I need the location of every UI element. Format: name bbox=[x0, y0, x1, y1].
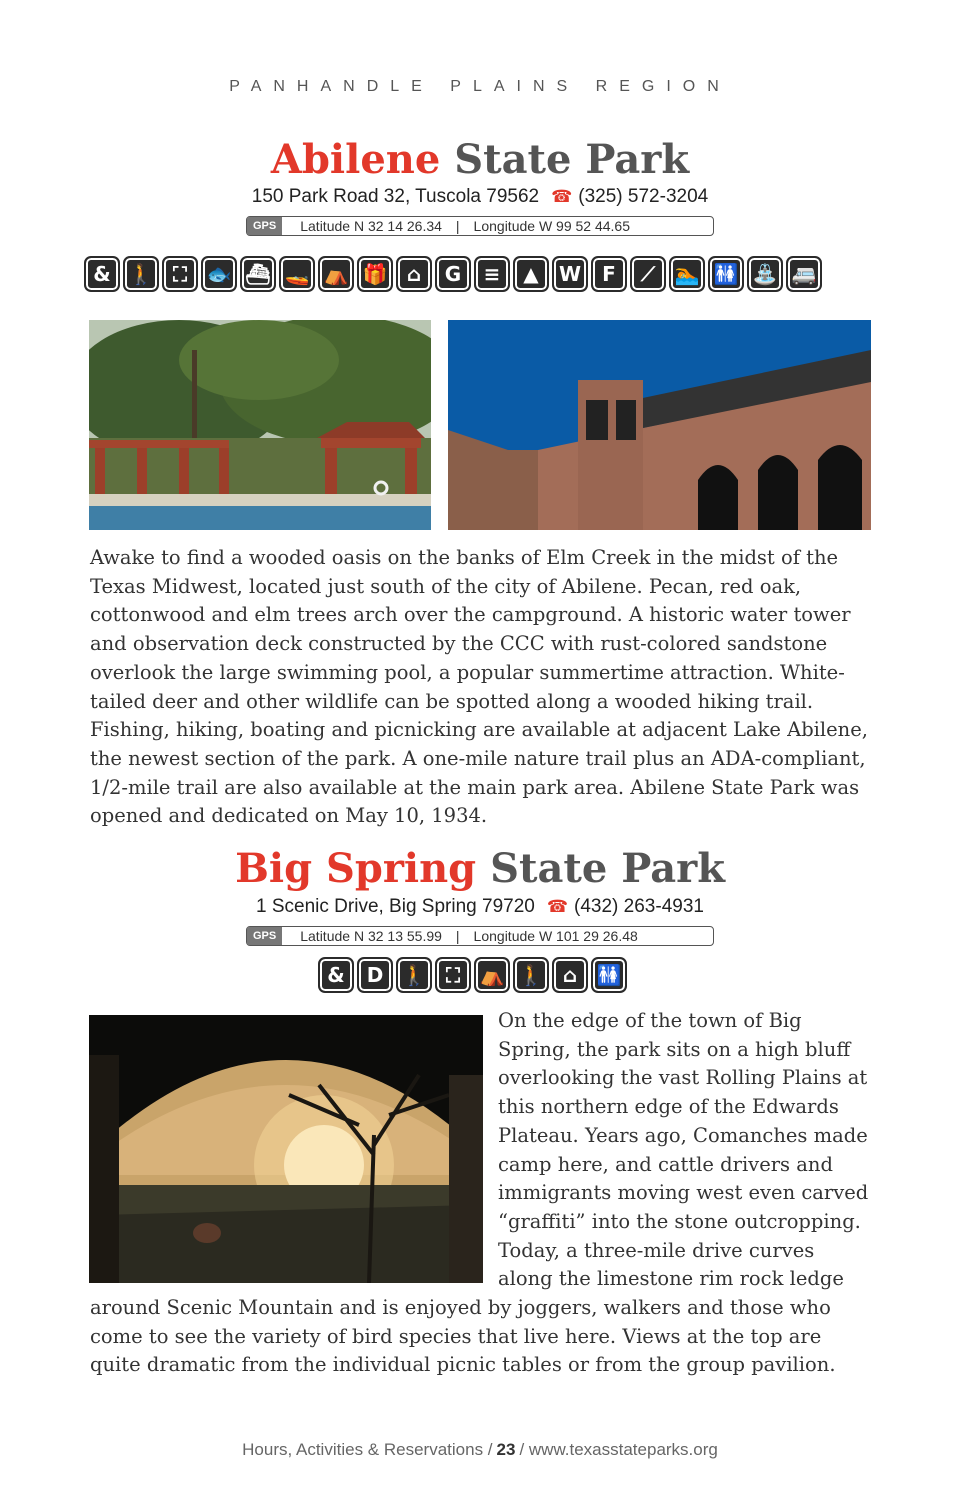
park-address: 150 Park Road 32, Tuscola 79562 bbox=[251, 186, 540, 207]
latitude: Latitude N 32 14 26.34 bbox=[300, 218, 442, 234]
group-picnic-icon: ⌂ bbox=[552, 957, 588, 993]
park-description-text: On the edge of the town of Big Spring, the park sits on a high bluff overlooking the vast Rolling Plains at this northern edge of the Edwards Plateau. Years ago, Comanches made camp here, and cattle drivers and immigrants moving west even carved “graffiti” into the stone outcropping. Today, a three-mile drive curves along the limestone rim rock ledge around Scenic Mountain and is enjoyed by joggers, walkers and those who come to see the variety of bird species that live here. Views at the top are quite dramatic from the individual picnic tables or from the group pavilion. bbox=[90, 1009, 869, 1377]
tent-camping-icon: ▲ bbox=[513, 256, 549, 292]
latitude: Latitude N 32 13 55.99 bbox=[300, 928, 442, 944]
trail-icon: ⛶ bbox=[162, 256, 198, 292]
hiking-icon: 🚶 bbox=[396, 957, 432, 993]
footer-left: Hours, Activities & Reservations / bbox=[242, 1440, 493, 1459]
gps-coordinates: GPS Latitude N 32 13 55.99 | Longitude W 101 29 26.48 bbox=[246, 926, 714, 946]
longitude: Longitude W 99 52 44.65 bbox=[473, 218, 631, 234]
park-phone: (325) 572-3204 bbox=[578, 186, 709, 207]
cabin-icon: ≡ bbox=[474, 256, 510, 292]
hiking-icon: 🚶 bbox=[123, 256, 159, 292]
shower-icon: ⛲ bbox=[747, 256, 783, 292]
boating-icon: 🚤 bbox=[279, 256, 315, 292]
park-description: Awake to find a wooded oasis on the banks of Elm Creek in the midst of the Texas Midwest, located just south of the city of Abilene. Pecan, red oak, cottonwood and elm trees arch over the campground. A historic water tower and observation deck constructed by the CCC with rust-colored sandstone overlook the large swimming pool, a popular summertime attraction. White-tailed deer and other wildlife can be spotted along a wooded hiking trail. Fishing, hiking, boating and picnicking are available at adjacent Lake Abilene, the newest section of the park. A one-mile nature trail plus an ADA-compliant, 1/2-mile trail are also available at the main park area. Abilene State Park was opened and dedicated on May 10, 1934. bbox=[90, 546, 868, 828]
day-use-icon: D bbox=[357, 957, 393, 993]
longitude: Longitude W 101 29 26.48 bbox=[473, 928, 638, 944]
swimming-icon: 🏊 bbox=[669, 256, 705, 292]
accessibility-icon: & bbox=[84, 256, 120, 292]
rv-dump-icon: 🚐 bbox=[786, 256, 822, 292]
park-name-gray: State Park bbox=[454, 136, 690, 183]
phone-icon: ☎ bbox=[551, 187, 573, 206]
amenity-icons bbox=[318, 957, 627, 993]
gps-tag: GPS bbox=[247, 927, 282, 945]
park-name-red: Abilene bbox=[270, 136, 441, 183]
park-address-line bbox=[0, 895, 960, 919]
fishing-icon: 🐟 bbox=[201, 256, 237, 292]
food-icon: F bbox=[591, 256, 627, 292]
phone-icon: ☎ bbox=[546, 897, 569, 916]
park-address: 1 Scenic Drive, Big Spring 79720 bbox=[256, 896, 535, 917]
park-address-line bbox=[0, 185, 960, 209]
gps-tag: GPS bbox=[247, 217, 282, 235]
accessibility-icon: & bbox=[318, 957, 354, 993]
trail-icon: ⛶ bbox=[435, 957, 471, 993]
group-picnic-icon: ⌂ bbox=[396, 256, 432, 292]
fishing-pier-icon: ⟋ bbox=[630, 256, 666, 292]
park-description bbox=[90, 1007, 872, 1380]
picnic-icon: ⛺ bbox=[318, 256, 354, 292]
gps-coordinates: GPS Latitude N 32 14 26.34 | Longitude W 99 52 44.65 bbox=[246, 216, 714, 236]
park-name-gray: State Park bbox=[490, 845, 725, 892]
pool-pavilion-photo bbox=[89, 320, 431, 530]
page-footer bbox=[0, 1440, 960, 1460]
gift-shop-icon: 🎁 bbox=[357, 256, 393, 292]
boat-ramp-icon: ⛴ bbox=[240, 256, 276, 292]
amenity-icons bbox=[84, 256, 822, 292]
park-name-red: Big Spring bbox=[235, 845, 477, 892]
restrooms-icon: 🚻 bbox=[591, 957, 627, 993]
region-header: PANHANDLE PLAINS REGION bbox=[229, 78, 731, 95]
water-camping-icon: W bbox=[552, 256, 588, 292]
page-number: 23 bbox=[496, 1440, 516, 1459]
nature-trail-icon: 🚶 bbox=[513, 957, 549, 993]
park-title-big-spring bbox=[0, 845, 960, 893]
park-phone: (432) 263-4931 bbox=[574, 896, 704, 917]
stone-tower-photo bbox=[448, 320, 871, 530]
park-title-abilene bbox=[0, 136, 960, 184]
restrooms-icon: 🚻 bbox=[708, 256, 744, 292]
group-camp-icon: G bbox=[435, 256, 471, 292]
picnic-icon: ⛺ bbox=[474, 957, 510, 993]
footer-url[interactable]: / www.texasstateparks.org bbox=[519, 1440, 718, 1459]
